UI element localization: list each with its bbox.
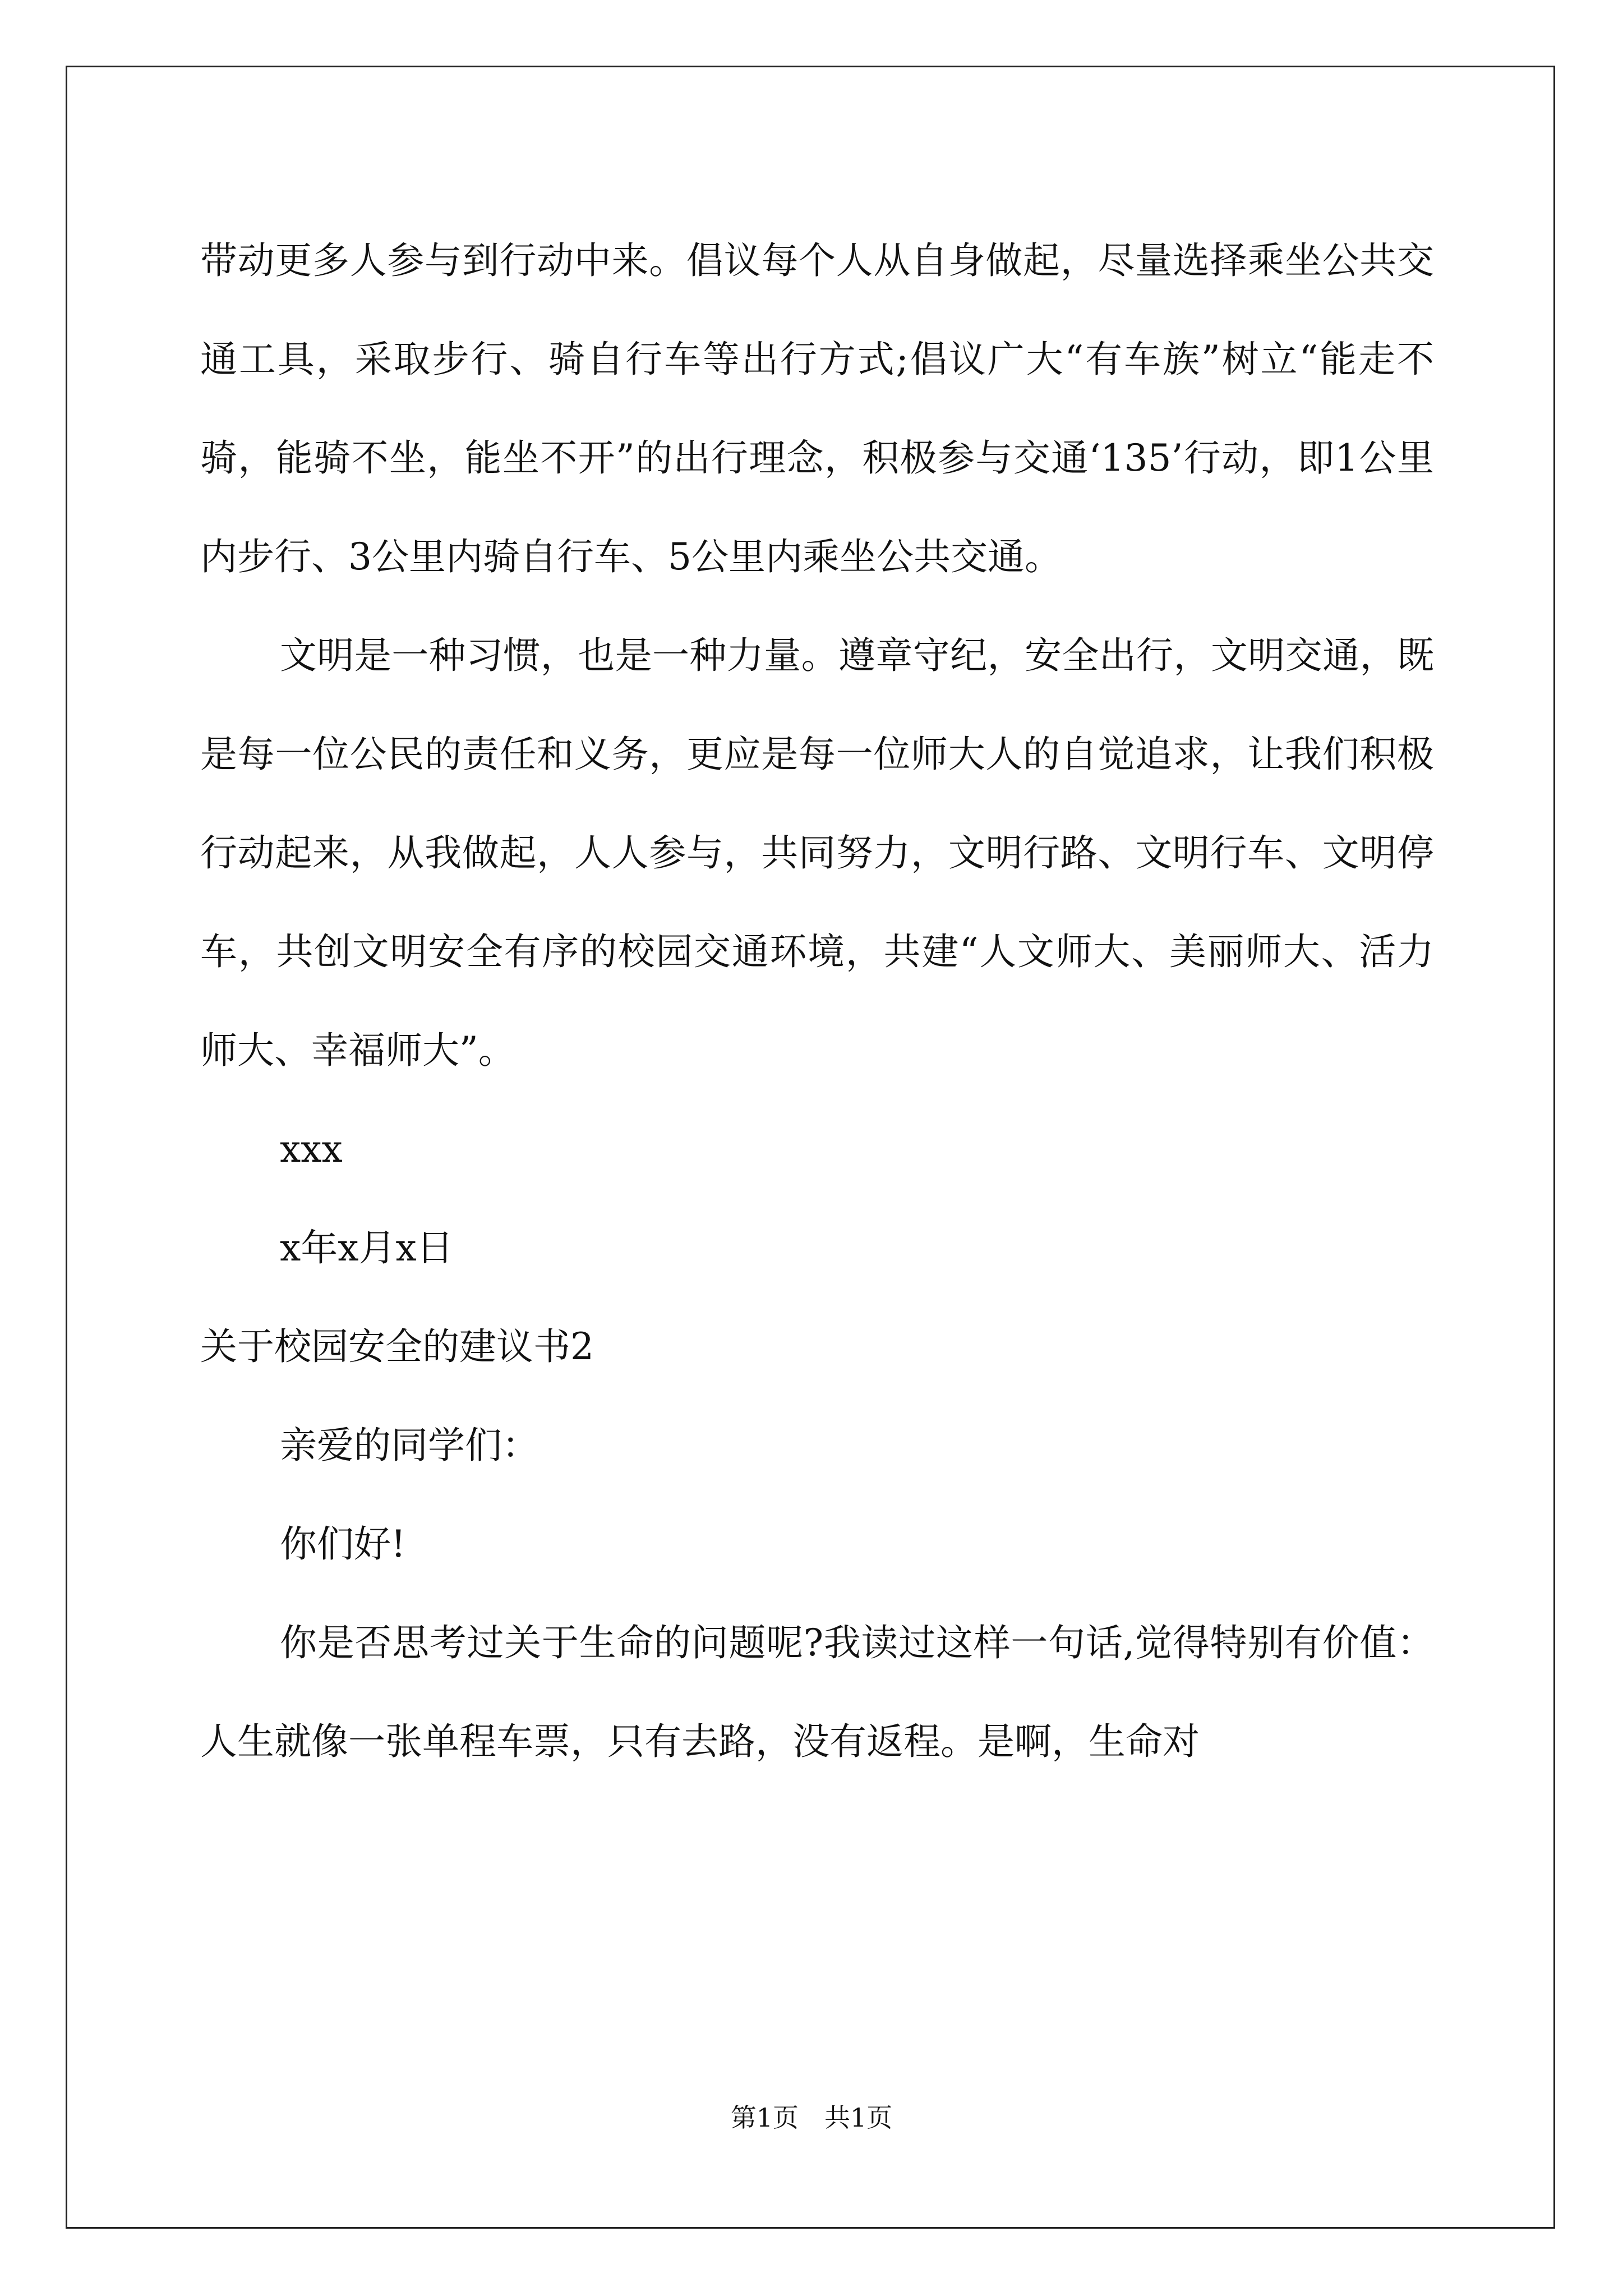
signature-date: x年x月x日 (280, 1226, 454, 1269)
paragraph-1: 带动更多人参与到行动中来。倡议每个人从自身做起，尽量选择乘坐公共交通工具，采取步行、骑自行车等出行方式;倡议广大“有车族”树立“能走不骑，能骑不坐，能坐不开”的出行理念，积极参与交通‘135’行动，即1公里内步行、3公里内骑自行车、5公里内乘坐公共交通。 (200, 239, 1434, 578)
section-heading: 关于校园安全的建议书2 (200, 1325, 594, 1368)
paragraph-2: 文明是一种习惯，也是一种力量。遵章守纪，安全出行，文明交通，既是每一位公民的责任和义务，更应是每一位师大人的自觉追求，让我们积极行动起来，从我做起，人人参与，共同努力，文明行路、文明行车、文明停车，共创文明安全有序的校园交通环境，共建“人文师大、美丽师大、活力师大、幸福师大”。 (200, 634, 1434, 1072)
greeting: 你们好! (280, 1522, 406, 1566)
page-number-footer: 第1页 共1页 (730, 2102, 893, 2133)
paragraph-body: 你是否思考过关于生命的问题呢?我读过这样一句话,觉得特别有价值：人生就像一张单程车票，只有去路，没有返程。是啊，生命对 (200, 1621, 1434, 1763)
signature-name: xxx (280, 1128, 343, 1171)
document-body (200, 211, 1434, 1791)
salutation: 亲爱的同学们： (280, 1424, 539, 1467)
